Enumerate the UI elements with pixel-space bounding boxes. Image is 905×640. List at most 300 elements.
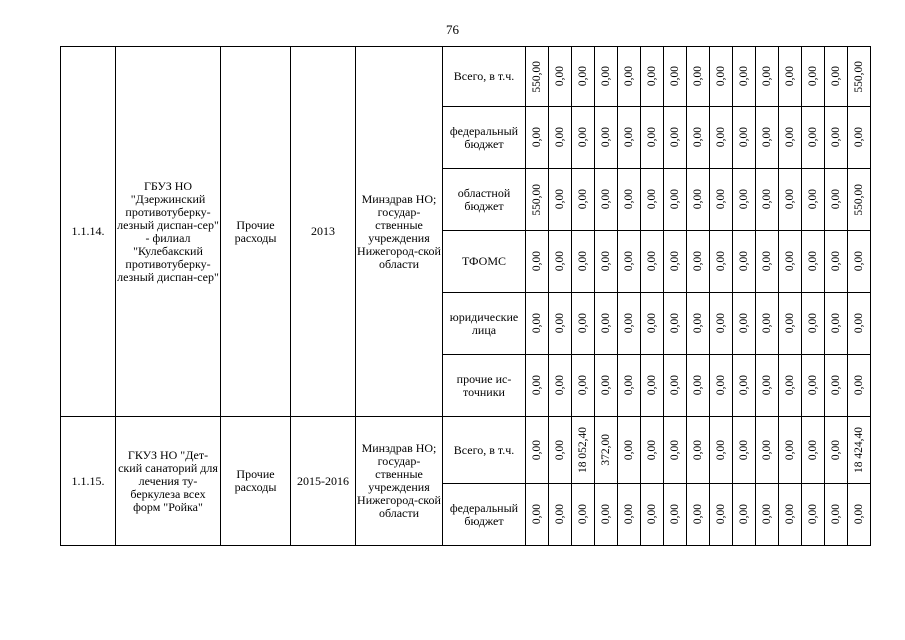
value-cell-wrap xyxy=(549,440,571,460)
value-cell xyxy=(526,293,549,355)
value-text: 0,00 xyxy=(622,313,635,334)
value-text: 0,00 xyxy=(645,504,658,525)
value-cell xyxy=(641,47,664,107)
value-cell xyxy=(825,169,848,231)
value-cell xyxy=(664,417,687,484)
value-cell-wrap xyxy=(779,66,801,86)
value-cell-wrap xyxy=(641,66,663,86)
value-cell-wrap xyxy=(756,504,778,524)
value-text: 0,00 xyxy=(806,189,819,210)
value-cell-wrap xyxy=(572,375,594,395)
value-text: 0,00 xyxy=(806,251,819,272)
value-cell-wrap xyxy=(641,504,663,524)
value-text: 0,00 xyxy=(829,313,842,334)
value-text: 0,00 xyxy=(737,189,750,210)
value-cell-wrap xyxy=(595,504,617,524)
value-cell-wrap xyxy=(848,375,870,395)
value-text: 0,00 xyxy=(691,313,704,334)
value-text: 0,00 xyxy=(737,66,750,87)
value-cell xyxy=(733,47,756,107)
value-cell-wrap xyxy=(595,313,617,333)
value-cell xyxy=(549,293,572,355)
value-text: 0,00 xyxy=(668,251,681,272)
value-text: 0,00 xyxy=(553,251,566,272)
value-cell xyxy=(733,169,756,231)
value-cell-wrap xyxy=(802,189,824,209)
value-text: 0,00 xyxy=(645,439,658,461)
value-cell xyxy=(595,107,618,169)
value-cell xyxy=(664,355,687,417)
value-cell-wrap xyxy=(756,189,778,209)
value-text: 0,00 xyxy=(553,127,566,148)
value-cell-wrap xyxy=(664,504,686,524)
value-cell-wrap xyxy=(687,504,709,524)
value-cell-wrap xyxy=(595,189,617,209)
value-cell xyxy=(756,107,779,169)
value-cell-wrap xyxy=(549,127,571,147)
value-cell xyxy=(526,417,549,484)
value-cell xyxy=(779,169,802,231)
value-text: 0,00 xyxy=(622,251,635,272)
value-cell-wrap xyxy=(618,66,640,86)
value-text: 0,00 xyxy=(783,127,796,148)
value-text: 0,00 xyxy=(737,251,750,272)
value-text: 0,00 xyxy=(760,439,773,461)
funding-source-label: Всего, в т.ч. xyxy=(443,47,526,107)
value-cell xyxy=(549,47,572,107)
value-cell xyxy=(595,231,618,293)
value-text: 0,00 xyxy=(852,313,865,334)
value-cell xyxy=(687,47,710,107)
value-cell xyxy=(710,231,733,293)
value-cell-wrap xyxy=(687,66,709,86)
value-cell xyxy=(710,169,733,231)
value-text: 0,00 xyxy=(760,375,773,396)
value-cell xyxy=(733,107,756,169)
value-text: 0,00 xyxy=(622,189,635,210)
value-text: 0,00 xyxy=(530,504,543,525)
value-cell xyxy=(710,47,733,107)
value-text: 0,00 xyxy=(691,439,704,461)
value-cell xyxy=(733,293,756,355)
value-cell xyxy=(779,355,802,417)
value-text: 0,00 xyxy=(599,66,612,87)
value-cell xyxy=(848,417,871,484)
value-cell xyxy=(687,107,710,169)
value-text: 0,00 xyxy=(829,251,842,272)
value-cell xyxy=(641,169,664,231)
value-cell xyxy=(641,293,664,355)
value-text: 0,00 xyxy=(622,439,635,461)
value-cell-wrap xyxy=(733,189,755,209)
value-cell xyxy=(664,293,687,355)
value-cell xyxy=(664,47,687,107)
value-text: 0,00 xyxy=(645,127,658,148)
value-cell xyxy=(779,484,802,546)
value-cell-wrap xyxy=(664,375,686,395)
value-text: 0,00 xyxy=(576,66,589,87)
value-cell-wrap xyxy=(664,127,686,147)
value-cell-wrap xyxy=(549,189,571,209)
value-text: 0,00 xyxy=(829,375,842,396)
value-cell-wrap xyxy=(825,251,847,271)
value-cell xyxy=(710,484,733,546)
value-cell xyxy=(825,484,848,546)
value-cell-wrap xyxy=(664,66,686,86)
value-cell xyxy=(802,169,825,231)
value-text: 550,00 xyxy=(530,60,543,93)
value-text: 0,00 xyxy=(829,66,842,87)
funding-source-label: федеральный бюджет xyxy=(443,107,526,169)
value-cell xyxy=(779,47,802,107)
value-cell xyxy=(802,231,825,293)
value-cell-wrap xyxy=(848,504,870,524)
value-cell xyxy=(526,47,549,107)
value-text: 0,00 xyxy=(783,375,796,396)
value-cell-wrap xyxy=(825,189,847,209)
value-cell xyxy=(595,47,618,107)
value-text: 0,00 xyxy=(576,313,589,334)
value-text: 0,00 xyxy=(668,127,681,148)
value-text: 0,00 xyxy=(760,127,773,148)
value-text: 0,00 xyxy=(829,127,842,148)
value-cell xyxy=(825,231,848,293)
value-text: 0,00 xyxy=(599,375,612,396)
value-cell-wrap xyxy=(687,251,709,271)
value-text: 0,00 xyxy=(829,189,842,210)
value-cell xyxy=(549,417,572,484)
value-cell-wrap xyxy=(779,504,801,524)
value-cell-wrap xyxy=(572,66,594,86)
value-cell-wrap xyxy=(526,375,548,395)
value-text: 0,00 xyxy=(599,251,612,272)
value-text: 0,00 xyxy=(622,504,635,525)
value-cell-wrap xyxy=(618,127,640,147)
value-cell-wrap xyxy=(687,375,709,395)
value-cell xyxy=(825,107,848,169)
value-text: 0,00 xyxy=(668,313,681,334)
value-text: 0,00 xyxy=(645,189,658,210)
value-text: 0,00 xyxy=(691,375,704,396)
value-cell-wrap xyxy=(825,375,847,395)
value-text: 0,00 xyxy=(599,313,612,334)
value-text: 0,00 xyxy=(576,189,589,210)
value-cell xyxy=(756,355,779,417)
value-text: 0,00 xyxy=(668,375,681,396)
value-cell xyxy=(664,107,687,169)
value-cell xyxy=(733,231,756,293)
value-cell-wrap xyxy=(687,189,709,209)
value-text: 0,00 xyxy=(668,189,681,210)
value-text: 0,00 xyxy=(553,313,566,334)
value-cell xyxy=(802,293,825,355)
value-cell xyxy=(756,231,779,293)
value-cell-wrap xyxy=(549,313,571,333)
executor: Минздрав НО; государ-ственные учреждения Нижегород-ской области xyxy=(356,417,443,546)
value-text: 550,00 xyxy=(530,183,543,216)
value-cell xyxy=(802,484,825,546)
value-cell-wrap xyxy=(710,375,732,395)
value-text: 0,00 xyxy=(714,313,727,334)
value-cell xyxy=(549,355,572,417)
funding-source-label: федеральный бюджет xyxy=(443,484,526,546)
value-cell xyxy=(756,47,779,107)
value-cell-wrap xyxy=(572,251,594,271)
value-cell-wrap xyxy=(641,127,663,147)
value-cell xyxy=(848,47,871,107)
value-cell xyxy=(687,484,710,546)
value-cell-wrap xyxy=(802,504,824,524)
value-cell xyxy=(802,107,825,169)
value-text: 0,00 xyxy=(668,439,681,461)
value-text: 0,00 xyxy=(622,66,635,87)
value-text: 0,00 xyxy=(622,375,635,396)
value-cell-wrap xyxy=(756,440,778,460)
value-cell-wrap xyxy=(733,440,755,460)
value-text: 0,00 xyxy=(806,127,819,148)
value-cell-wrap xyxy=(779,440,801,460)
value-cell xyxy=(710,355,733,417)
value-text: 0,00 xyxy=(714,66,727,87)
value-text: 0,00 xyxy=(576,375,589,396)
value-cell xyxy=(526,355,549,417)
value-cell-wrap xyxy=(825,313,847,333)
value-cell-wrap xyxy=(687,127,709,147)
value-cell xyxy=(687,231,710,293)
value-cell xyxy=(733,484,756,546)
value-cell xyxy=(756,417,779,484)
value-cell xyxy=(595,293,618,355)
value-cell-wrap xyxy=(526,251,548,271)
value-cell-wrap xyxy=(733,375,755,395)
value-cell-wrap xyxy=(710,504,732,524)
value-cell xyxy=(595,417,618,484)
value-cell xyxy=(572,169,595,231)
value-text: 0,00 xyxy=(576,504,589,525)
value-text: 0,00 xyxy=(553,189,566,210)
value-text: 0,00 xyxy=(691,127,704,148)
value-text: 18 424,40 xyxy=(852,427,865,473)
value-cell xyxy=(572,484,595,546)
table-row xyxy=(61,47,871,107)
value-cell-wrap xyxy=(526,61,548,93)
value-text: 0,00 xyxy=(714,251,727,272)
value-text: 0,00 xyxy=(553,504,566,525)
value-cell-wrap xyxy=(710,189,732,209)
value-text: 0,00 xyxy=(553,66,566,87)
value-cell xyxy=(572,231,595,293)
funding-source-label: юридические лица xyxy=(443,293,526,355)
value-text: 0,00 xyxy=(760,313,773,334)
value-text: 0,00 xyxy=(852,504,865,525)
value-cell xyxy=(641,231,664,293)
value-cell-wrap xyxy=(825,127,847,147)
value-cell-wrap xyxy=(825,504,847,524)
value-cell-wrap xyxy=(526,184,548,216)
value-cell xyxy=(549,484,572,546)
value-text: 550,00 xyxy=(852,60,865,93)
value-text: 0,00 xyxy=(599,127,612,148)
value-cell-wrap xyxy=(664,189,686,209)
table-row xyxy=(61,417,871,484)
value-cell xyxy=(779,293,802,355)
value-cell xyxy=(641,355,664,417)
value-cell xyxy=(641,107,664,169)
value-cell-wrap xyxy=(756,313,778,333)
funding-source-label: Всего, в т.ч. xyxy=(443,417,526,484)
value-text: 0,00 xyxy=(783,504,796,525)
value-text: 0,00 xyxy=(668,66,681,87)
value-cell xyxy=(595,355,618,417)
value-cell-wrap xyxy=(779,127,801,147)
value-cell-wrap xyxy=(802,440,824,460)
value-cell xyxy=(572,417,595,484)
value-cell-wrap xyxy=(526,127,548,147)
value-cell-wrap xyxy=(572,427,594,473)
value-text: 0,00 xyxy=(783,189,796,210)
value-text: 0,00 xyxy=(829,439,842,461)
value-cell-wrap xyxy=(848,427,870,473)
value-cell xyxy=(526,107,549,169)
value-text: 0,00 xyxy=(806,66,819,87)
value-cell-wrap xyxy=(549,504,571,524)
funding-source-label: ТФОМС xyxy=(443,231,526,293)
funding-source-label: прочие ис-точники xyxy=(443,355,526,417)
value-cell-wrap xyxy=(618,440,640,460)
value-cell-wrap xyxy=(802,251,824,271)
item-name: ГКУЗ НО "Дет-ский санаторий для лечения ту-беркулеза всех форм "Ройка" xyxy=(116,417,221,546)
value-text: 0,00 xyxy=(806,313,819,334)
value-cell xyxy=(779,417,802,484)
value-cell xyxy=(848,107,871,169)
item-code: 1.1.15. xyxy=(61,417,116,546)
value-cell-wrap xyxy=(526,313,548,333)
value-cell-wrap xyxy=(825,440,847,460)
value-cell-wrap xyxy=(733,66,755,86)
value-text: 0,00 xyxy=(760,66,773,87)
value-text: 0,00 xyxy=(691,66,704,87)
value-cell-wrap xyxy=(802,375,824,395)
value-cell xyxy=(848,484,871,546)
value-cell-wrap xyxy=(595,251,617,271)
value-text: 0,00 xyxy=(530,439,543,461)
value-text: 0,00 xyxy=(806,375,819,396)
value-cell xyxy=(572,355,595,417)
value-text: 0,00 xyxy=(829,504,842,525)
value-cell-wrap xyxy=(756,127,778,147)
value-cell-wrap xyxy=(526,504,548,524)
value-cell-wrap xyxy=(802,66,824,86)
value-cell-wrap xyxy=(641,189,663,209)
value-cell-wrap xyxy=(618,375,640,395)
value-cell-wrap xyxy=(572,127,594,147)
value-cell xyxy=(756,169,779,231)
expense-type: Прочие расходы xyxy=(221,417,291,546)
value-cell-wrap xyxy=(618,504,640,524)
value-cell xyxy=(825,417,848,484)
value-cell-wrap xyxy=(641,375,663,395)
value-cell xyxy=(733,355,756,417)
value-cell-wrap xyxy=(618,313,640,333)
value-cell-wrap xyxy=(595,375,617,395)
value-cell xyxy=(618,417,641,484)
value-cell-wrap xyxy=(664,313,686,333)
value-text: 0,00 xyxy=(553,375,566,396)
value-text: 0,00 xyxy=(645,66,658,87)
value-text: 0,00 xyxy=(760,189,773,210)
value-text: 0,00 xyxy=(852,375,865,396)
implementation-years: 2013 xyxy=(291,47,356,417)
value-cell-wrap xyxy=(595,127,617,147)
value-cell xyxy=(618,47,641,107)
value-cell xyxy=(526,484,549,546)
value-text: 0,00 xyxy=(852,251,865,272)
page-number: 76 xyxy=(446,22,459,37)
value-cell-wrap xyxy=(687,313,709,333)
value-cell xyxy=(848,169,871,231)
value-cell-wrap xyxy=(710,313,732,333)
value-cell xyxy=(848,355,871,417)
value-cell xyxy=(618,107,641,169)
value-cell-wrap xyxy=(572,313,594,333)
value-text: 0,00 xyxy=(806,439,819,461)
value-cell xyxy=(825,293,848,355)
value-text: 0,00 xyxy=(691,189,704,210)
value-cell-wrap xyxy=(572,189,594,209)
budget-table xyxy=(60,46,871,546)
value-cell-wrap xyxy=(779,189,801,209)
value-cell-wrap xyxy=(572,504,594,524)
value-cell xyxy=(779,231,802,293)
value-cell-wrap xyxy=(549,66,571,86)
expense-type: Прочие расходы xyxy=(221,47,291,417)
value-cell-wrap xyxy=(802,313,824,333)
value-cell xyxy=(802,47,825,107)
value-cell-wrap xyxy=(641,251,663,271)
value-cell-wrap xyxy=(664,440,686,460)
value-text: 0,00 xyxy=(737,439,750,461)
value-text: 372,00 xyxy=(599,434,612,466)
value-cell-wrap xyxy=(825,66,847,86)
value-cell-wrap xyxy=(710,440,732,460)
value-text: 0,00 xyxy=(714,504,727,525)
value-cell xyxy=(526,231,549,293)
value-cell-wrap xyxy=(779,313,801,333)
value-cell-wrap xyxy=(848,251,870,271)
value-text: 0,00 xyxy=(714,439,727,461)
value-cell-wrap xyxy=(756,251,778,271)
value-cell xyxy=(641,484,664,546)
value-cell xyxy=(549,169,572,231)
value-cell-wrap xyxy=(756,66,778,86)
value-cell-wrap xyxy=(687,440,709,460)
value-text: 0,00 xyxy=(806,504,819,525)
value-cell xyxy=(825,355,848,417)
value-cell xyxy=(572,47,595,107)
value-text: 0,00 xyxy=(737,313,750,334)
value-text: 0,00 xyxy=(576,127,589,148)
value-text: 0,00 xyxy=(783,313,796,334)
value-text: 0,00 xyxy=(760,251,773,272)
value-cell xyxy=(595,169,618,231)
value-cell xyxy=(687,293,710,355)
funding-source-label: областной бюджет xyxy=(443,169,526,231)
value-cell-wrap xyxy=(779,251,801,271)
value-text: 0,00 xyxy=(645,375,658,396)
value-cell-wrap xyxy=(595,434,617,466)
value-text: 0,00 xyxy=(645,251,658,272)
value-cell xyxy=(618,293,641,355)
